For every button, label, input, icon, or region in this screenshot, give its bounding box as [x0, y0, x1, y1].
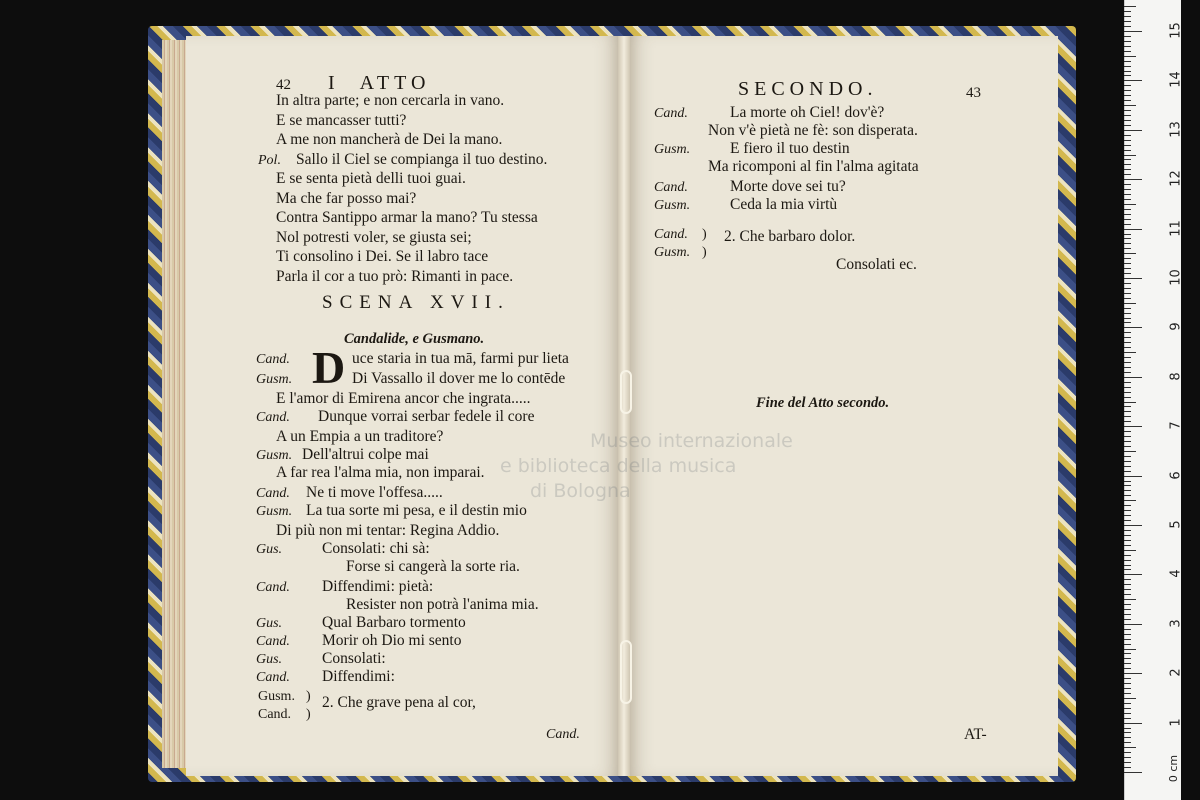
ruler-tick	[1124, 402, 1136, 403]
ruler-tick	[1124, 530, 1131, 531]
ruler-tick	[1124, 110, 1131, 111]
ruler-tick	[1124, 416, 1131, 417]
running-header: SECONDO.	[738, 78, 878, 100]
ruler-number: 13	[1168, 121, 1184, 138]
ruler-tick	[1124, 51, 1131, 52]
ruler-tick	[1124, 164, 1131, 165]
verse-line: Ma ricomponi al fin l'alma agitata	[708, 158, 919, 175]
ruler-tick	[1124, 742, 1131, 743]
speaker-label: Gus.	[256, 542, 283, 557]
ruler-tick	[1124, 481, 1131, 482]
verse-line: Parla il cor a tuo prò: Rimanti in pace.	[276, 267, 514, 285]
verse-line: La tua sorte mi pesa, e il destin mio	[306, 502, 527, 519]
verse-line: Dunque vorrai serbar fedele il core	[318, 408, 535, 425]
catchword: Cand.	[546, 727, 580, 742]
ruler-tick	[1124, 490, 1131, 491]
ruler-number: 1	[1168, 717, 1184, 727]
ruler-tick	[1124, 456, 1131, 457]
duet-speaker: Gusm.	[654, 245, 691, 260]
ruler-tick	[1124, 599, 1136, 600]
ruler-tick	[1124, 120, 1131, 121]
ruler-tick	[1124, 515, 1131, 516]
ruler-tick	[1124, 767, 1131, 768]
verse-line: Sallo il Ciel se compianga il tuo destino.	[296, 150, 548, 168]
verse-line: Dell'altrui colpe mai	[302, 446, 429, 463]
ruler-tick	[1124, 762, 1131, 763]
ruler-tick	[1124, 387, 1131, 388]
ruler-tick	[1124, 204, 1136, 205]
duet-speaker: Cand.	[258, 707, 292, 722]
verse-line: Consolati: chi sà:	[322, 540, 430, 557]
speaker-label: Cand.	[654, 180, 688, 195]
watermark-line: di Bologna	[530, 480, 631, 502]
ruler-tick	[1124, 318, 1131, 319]
ruler-tick	[1124, 723, 1142, 724]
ruler-tick	[1124, 155, 1136, 156]
ruler-tick	[1124, 441, 1131, 442]
verse-line: Ne ti move l'offesa.....	[306, 484, 443, 501]
ruler-tick	[1124, 565, 1131, 566]
ruler-tick	[1124, 688, 1131, 689]
catchword: AT-	[964, 726, 987, 743]
ruler-tick	[1124, 713, 1131, 714]
ruler-tick	[1124, 238, 1131, 239]
speaker-label: Cand.	[256, 634, 290, 649]
speaker-label: Gus.	[256, 652, 283, 667]
ruler-tick	[1124, 649, 1136, 650]
speaker-label: Cand.	[256, 670, 290, 685]
ruler-tick	[1124, 90, 1131, 91]
ruler-tick	[1124, 757, 1131, 758]
ruler-tick	[1124, 66, 1131, 67]
ruler-tick	[1124, 406, 1131, 407]
ruler-tick	[1124, 298, 1131, 299]
ruler-tick	[1124, 540, 1131, 541]
ruler-number: 9	[1168, 322, 1184, 332]
ruler-tick	[1124, 678, 1131, 679]
page-number: 42	[276, 77, 291, 93]
ruler-tick	[1124, 560, 1131, 561]
speaker-label: Cand.	[256, 486, 290, 501]
ruler-tick	[1124, 71, 1131, 72]
ruler-tick	[1124, 653, 1131, 654]
ruler-tick	[1124, 322, 1131, 323]
duet-speaker: Gusm.	[258, 689, 295, 704]
ruler-tick	[1124, 159, 1131, 160]
ruler-tick	[1124, 46, 1131, 47]
ruler-tick	[1124, 56, 1136, 57]
drop-cap: D	[312, 342, 346, 393]
speaker-label: Cand.	[256, 352, 290, 367]
ruler-tick	[1124, 36, 1131, 37]
watermark-line: e biblioteca della musica	[500, 455, 737, 477]
ruler-number: 12	[1168, 170, 1184, 187]
ruler-tick	[1124, 555, 1131, 556]
ruler-number: 11	[1168, 219, 1184, 237]
ruler-tick	[1124, 253, 1136, 254]
ruler-tick	[1124, 668, 1131, 669]
ruler-tick	[1124, 26, 1131, 27]
verse-line: Morte dove sei tu?	[730, 178, 846, 195]
verse-line: Ti consolino i Dei. Se il labro tace	[276, 248, 489, 265]
header-text: ATTO	[359, 72, 431, 94]
ruler-tick	[1124, 569, 1131, 570]
ruler-tick	[1124, 367, 1131, 368]
ruler-tick	[1124, 485, 1131, 486]
ruler-tick	[1124, 224, 1131, 225]
ruler-tick	[1124, 11, 1131, 12]
ruler-tick	[1124, 332, 1131, 333]
verse-line: Di più non mi tentar: Regina Addio.	[276, 522, 500, 539]
speaker-label: Gus.	[256, 616, 283, 631]
ruler-tick	[1124, 584, 1131, 585]
ruler-tick	[1124, 31, 1142, 32]
ruler-tick	[1124, 308, 1131, 309]
ruler-tick	[1124, 466, 1131, 467]
ruler-tick	[1124, 708, 1131, 709]
ruler-tick	[1124, 150, 1131, 151]
verse-line: E l'amor di Emirena ancor che ingrata.....	[276, 390, 531, 407]
verse-line: Qual Barbaro tormento	[322, 614, 466, 631]
verse-line: Diffendimi:	[322, 668, 395, 685]
ruler-tick	[1124, 105, 1136, 106]
ruler-tick	[1124, 327, 1142, 328]
ruler-tick	[1124, 673, 1142, 674]
ruler-tick	[1124, 85, 1131, 86]
brace: )	[702, 245, 707, 260]
verse-line: Morir oh Dio mi sento	[322, 632, 462, 649]
duet-line: 2. Che barbaro dolor.	[724, 228, 856, 245]
ruler-tick	[1124, 347, 1131, 348]
verse-line: Non v'è pietà ne fè: son disperata.	[708, 122, 918, 139]
watermark-line: Museo internazionale	[590, 430, 793, 452]
ruler-tick	[1124, 752, 1131, 753]
ruler-tick	[1124, 683, 1131, 684]
ruler-tick	[1124, 293, 1131, 294]
verse-line: Ma che far posso mai?	[276, 189, 417, 207]
ruler-tick	[1124, 214, 1131, 215]
scene-title: SCENA XVII.	[322, 292, 510, 313]
ruler-tick	[1124, 174, 1131, 175]
ruler-tick	[1124, 718, 1131, 719]
ruler-tick	[1124, 75, 1131, 76]
ruler-tick	[1124, 703, 1131, 704]
ruler-number: 10	[1168, 269, 1184, 286]
verse-line: E fiero il tuo destin	[730, 140, 850, 157]
ruler-number: 4	[1168, 569, 1184, 579]
ruler-tick	[1124, 604, 1131, 605]
verse-line: A me non mancherà de Dei la mano.	[276, 131, 503, 148]
ruler-tick	[1124, 639, 1131, 640]
ruler-tick	[1124, 397, 1131, 398]
ruler-tick	[1124, 125, 1131, 126]
ruler-tick	[1124, 362, 1131, 363]
ruler-tick	[1124, 184, 1131, 185]
ruler-tick	[1124, 179, 1142, 180]
binding-thread	[620, 370, 632, 414]
verse-line: Resister non potrà l'anima mia.	[346, 596, 539, 613]
brace: )	[702, 227, 707, 242]
ruler-tick	[1124, 352, 1136, 353]
ruler-tick	[1124, 194, 1131, 195]
speaker-label: Gusm.	[256, 372, 293, 387]
ruler-tick	[1124, 495, 1131, 496]
ruler-tick	[1124, 382, 1131, 383]
verse-line: La morte oh Ciel! dov'è?	[730, 104, 885, 121]
ruler-tick	[1124, 234, 1131, 235]
page-number: 43	[966, 85, 981, 101]
ruler-tick	[1124, 574, 1142, 575]
ruler-tick	[1124, 145, 1131, 146]
ruler-tick	[1124, 372, 1131, 373]
speaker-label: Gusm.	[654, 142, 691, 157]
ruler-tick	[1124, 61, 1131, 62]
ruler-tick	[1124, 199, 1131, 200]
ruler-tick	[1124, 663, 1131, 664]
ruler-tick	[1124, 550, 1136, 551]
ruler-tick	[1124, 500, 1136, 501]
ruler-number: 7	[1168, 421, 1184, 430]
ruler-number: 15	[1168, 22, 1184, 39]
ruler-tick	[1124, 21, 1131, 22]
ruler-tick	[1124, 95, 1131, 96]
ruler-tick	[1124, 100, 1131, 101]
ruler-tick	[1124, 510, 1131, 511]
ruler-tick	[1124, 115, 1131, 116]
ruler-unit-label: 0 cm	[1167, 754, 1181, 783]
ruler-tick	[1124, 728, 1131, 729]
ruler-number: 3	[1168, 619, 1184, 628]
ruler-tick	[1124, 431, 1131, 432]
duet-speaker: Cand.	[654, 227, 688, 242]
ruler-tick	[1124, 525, 1142, 526]
ruler-tick	[1124, 476, 1142, 477]
verse-line: Diffendimi: pietà:	[322, 578, 434, 595]
speaker-label: Pol.	[258, 152, 281, 168]
ruler-tick	[1124, 629, 1131, 630]
closing-line: Consolati ec.	[836, 256, 917, 273]
ruler-tick	[1124, 337, 1131, 338]
ruler-tick	[1124, 619, 1131, 620]
verse-line: E se senta pietà delli tuoi guai.	[276, 170, 466, 187]
ruler-tick	[1124, 169, 1131, 170]
verse-line: Di Vassallo il dover me lo contēde	[352, 370, 566, 387]
ruler-tick	[1124, 545, 1131, 546]
speaker-label: Cand.	[256, 580, 290, 595]
speaker-label: Gusm.	[654, 198, 691, 213]
ruler-tick	[1124, 471, 1131, 472]
duet-line: 2. Che grave pena al cor,	[322, 694, 476, 711]
ruler-tick	[1124, 229, 1142, 230]
ruler-tick	[1124, 624, 1142, 625]
speaker-label: Gusm.	[256, 504, 293, 519]
ruler-tick	[1124, 189, 1131, 190]
speaker-label: Cand.	[654, 106, 688, 121]
ruler-tick	[1124, 288, 1131, 289]
ruler-tick	[1124, 209, 1131, 210]
ruler-tick	[1124, 258, 1131, 259]
ruler-tick	[1124, 263, 1131, 264]
ruler-tick	[1124, 737, 1131, 738]
ruler-tick	[1124, 243, 1131, 244]
verse-line: In altra parte; e non cercarla in vano.	[276, 92, 505, 109]
running-header: I ATTO	[328, 72, 431, 94]
ruler-number: 6	[1168, 470, 1184, 480]
ruler-tick	[1124, 644, 1131, 645]
ruler-tick	[1124, 614, 1131, 615]
ruler-tick	[1124, 411, 1131, 412]
act-end: Fine del Atto secondo.	[756, 395, 890, 411]
ruler-tick	[1124, 634, 1131, 635]
ruler-tick	[1124, 313, 1131, 314]
verse-line: Nol potresti voler, se giusta sei;	[276, 228, 472, 246]
verse-line: Ceda la mia virtù	[730, 196, 838, 213]
ruler-tick	[1124, 421, 1131, 422]
ruler-tick	[1124, 377, 1142, 378]
ruler-tick	[1124, 80, 1142, 81]
ruler-number: 2	[1168, 668, 1184, 677]
ruler-tick	[1124, 436, 1131, 437]
ruler-tick	[1124, 520, 1131, 521]
ruler-tick	[1124, 747, 1136, 748]
ruler-tick	[1124, 446, 1131, 447]
ruler-tick	[1124, 772, 1142, 773]
ruler-tick	[1124, 426, 1142, 427]
verse-line: Contra Santippo armar la mano? Tu stessa	[276, 209, 538, 226]
verse-line: A far rea l'alma mia, non imparai.	[276, 464, 485, 481]
brace: )	[306, 707, 311, 722]
ruler-tick	[1124, 273, 1131, 274]
ruler-tick	[1124, 283, 1131, 284]
ruler-tick	[1124, 589, 1131, 590]
ruler-number: 8	[1168, 372, 1184, 381]
scene-characters: Candalide, e Gusmano.	[344, 331, 485, 347]
ruler-tick	[1124, 140, 1131, 141]
ruler-tick	[1124, 342, 1131, 343]
ruler-tick	[1124, 6, 1136, 7]
ruler-tick	[1124, 41, 1131, 42]
speaker-label: Gusm.	[256, 448, 293, 463]
binding-thread	[620, 640, 632, 704]
ruler-number: 5	[1168, 520, 1184, 529]
ruler-tick	[1124, 219, 1131, 220]
ruler-tick	[1124, 461, 1131, 462]
ruler-tick	[1124, 579, 1131, 580]
ruler-tick	[1124, 135, 1131, 136]
speaker-label: Cand.	[256, 410, 290, 425]
ruler-tick	[1124, 268, 1131, 269]
ruler-tick	[1124, 594, 1131, 595]
ruler-tick	[1124, 535, 1131, 536]
ruler-tick	[1124, 698, 1136, 699]
ruler-tick	[1124, 505, 1131, 506]
verse-line: A un Empia a un traditore?	[276, 428, 444, 445]
ruler-tick	[1124, 130, 1142, 131]
brace: )	[306, 689, 311, 704]
ruler-number: 14	[1168, 71, 1184, 89]
verse-line: E se mancasser tutti?	[276, 111, 407, 129]
verse-line: Forse si cangerà la sorte ria.	[346, 558, 520, 575]
ruler-tick	[1124, 278, 1142, 279]
ruler-tick	[1124, 303, 1136, 304]
ruler-tick	[1124, 248, 1131, 249]
ruler-tick	[1124, 357, 1131, 358]
ruler-tick	[1124, 658, 1131, 659]
verse-line: uce staria in tua mā, farmi pur lieta	[352, 350, 569, 367]
verse-line: Consolati:	[322, 650, 386, 667]
ruler-tick	[1124, 16, 1131, 17]
ruler-tick	[1124, 451, 1136, 452]
ruler-tick	[1124, 732, 1131, 733]
ruler-tick	[1124, 693, 1131, 694]
ruler-tick	[1124, 392, 1131, 393]
ruler-tick	[1124, 609, 1131, 610]
